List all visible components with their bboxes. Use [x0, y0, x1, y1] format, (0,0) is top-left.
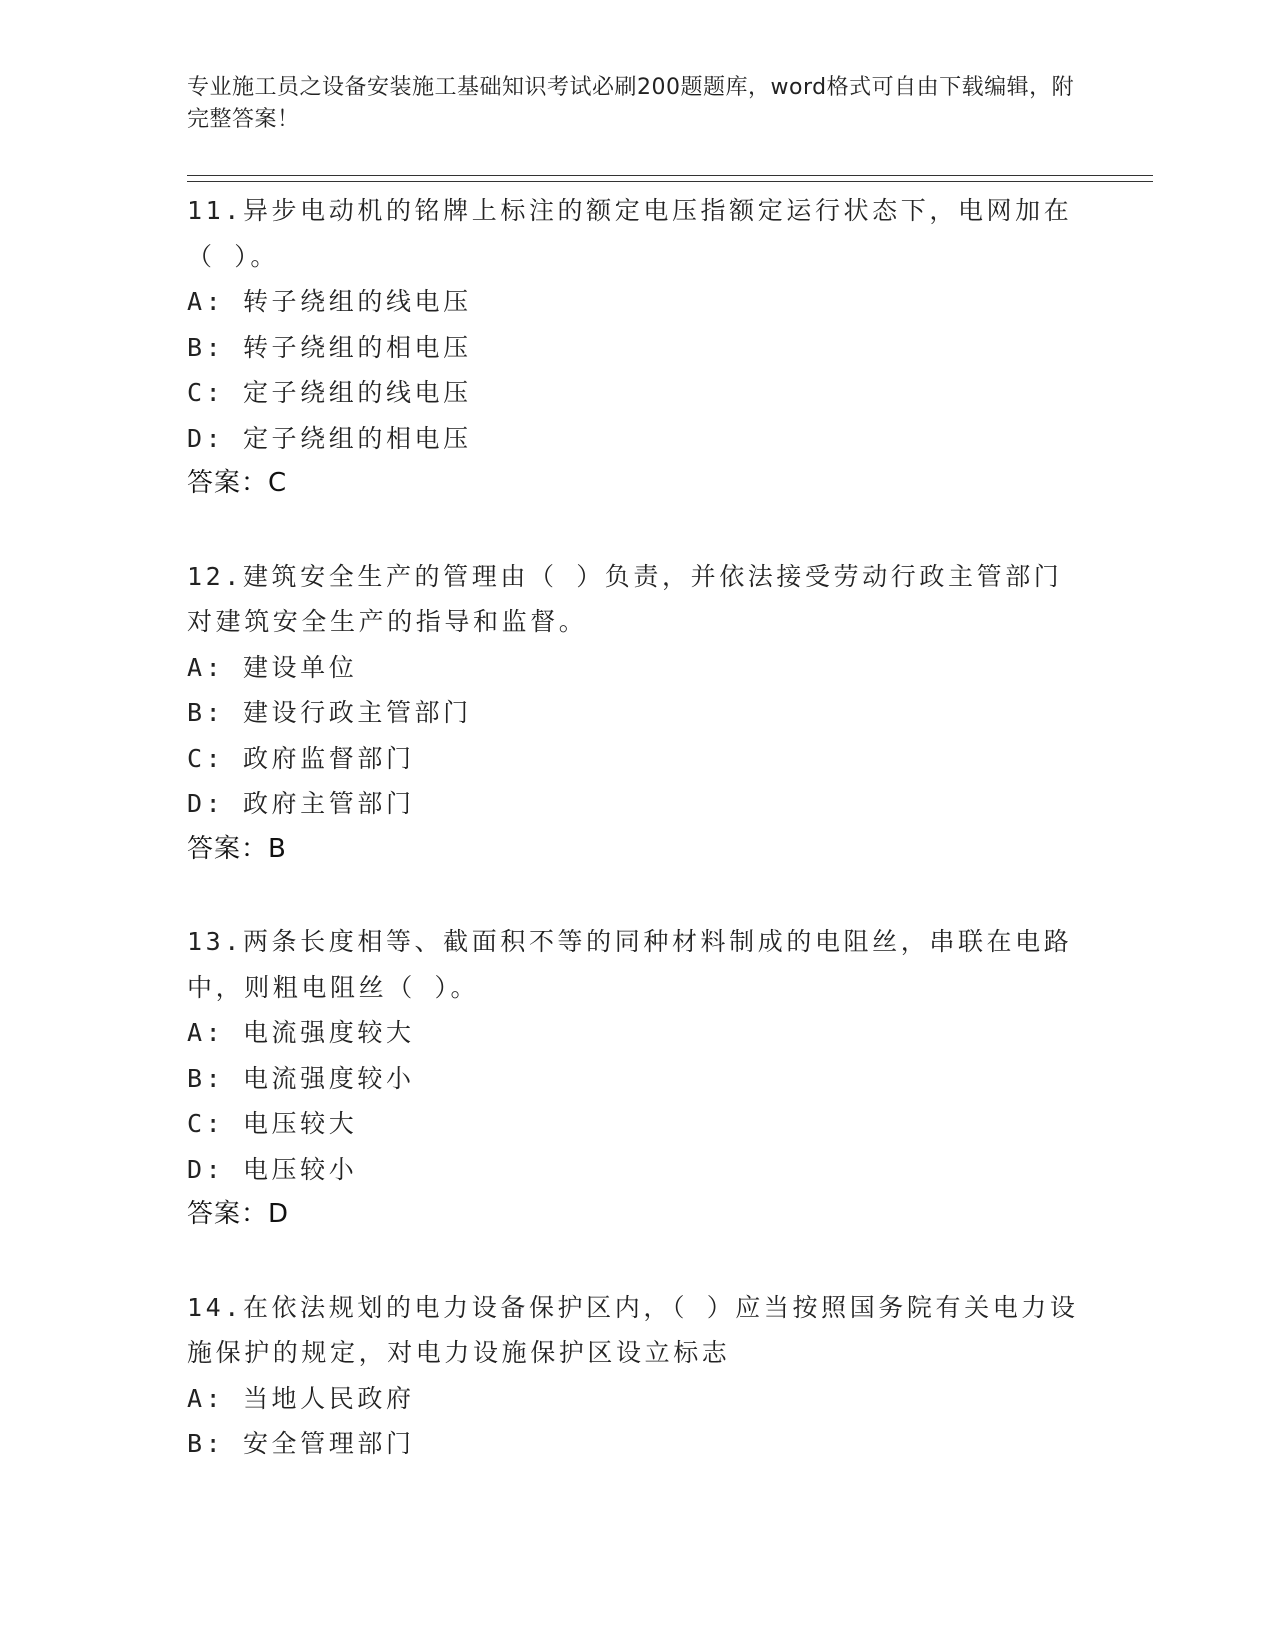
option-b: B: 转子绕组的相电压 [187, 332, 472, 362]
option-a: A: 建设单位 [187, 652, 358, 682]
question-text: 11.异步电动机的铭牌上标注的额定电压指额定运行状态下，电网加在（ ）。 [187, 196, 1073, 271]
option-c: C: 定子绕组的线电压 [187, 378, 472, 407]
question-text: 13.两条长度相等、截面积不等的同种材料制成的电阻丝，串联在电路中，则粗电阻丝（ ）。 [187, 927, 1073, 1002]
option-d: D: 政府主管部门 [187, 789, 415, 818]
question-text: 12.建筑安全生产的管理由（ ）负责，并依法接受劳动行政主管部门对建筑安全生产的指导和监督。 [187, 561, 1063, 636]
option-b: B: 安全管理部门 [187, 1429, 415, 1458]
question-12 [187, 554, 1087, 873]
question-text: 14.在依法规划的电力设备保护区内，（ ）应当按照国务院有关电力设施保护的规定，对电力设施保护区设立标志 [187, 1292, 1079, 1367]
option-d: D: 定子绕组的相电压 [187, 423, 472, 453]
answer-line: 答案：B [187, 833, 287, 864]
option-a: A: 当地人民政府 [187, 1383, 415, 1413]
question-14 [187, 1285, 1087, 1467]
answer-line: 答案：D [187, 1199, 290, 1229]
option-b: B: 电流强度较小 [187, 1063, 415, 1093]
option-a: A: 转子绕组的线电压 [187, 287, 472, 316]
question-11 [187, 188, 1087, 507]
option-b: B: 建设行政主管部门 [187, 698, 472, 727]
answer-line: 答案：C [187, 468, 288, 498]
header-divider-top [187, 175, 1153, 176]
option-c: C: 政府监督部门 [187, 743, 415, 773]
option-a: A: 电流强度较大 [187, 1018, 415, 1047]
header-divider-bottom [187, 181, 1153, 182]
question-list [187, 188, 1087, 1514]
document-header: 专业施工员之设备安装施工基础知识考试必刷200题题库，word格式可自由下载编辑，附完整答案！ [187, 75, 1075, 132]
option-c: C: 电压较大 [187, 1109, 358, 1138]
option-d: D: 电压较小 [187, 1154, 358, 1184]
question-13 [187, 919, 1087, 1238]
